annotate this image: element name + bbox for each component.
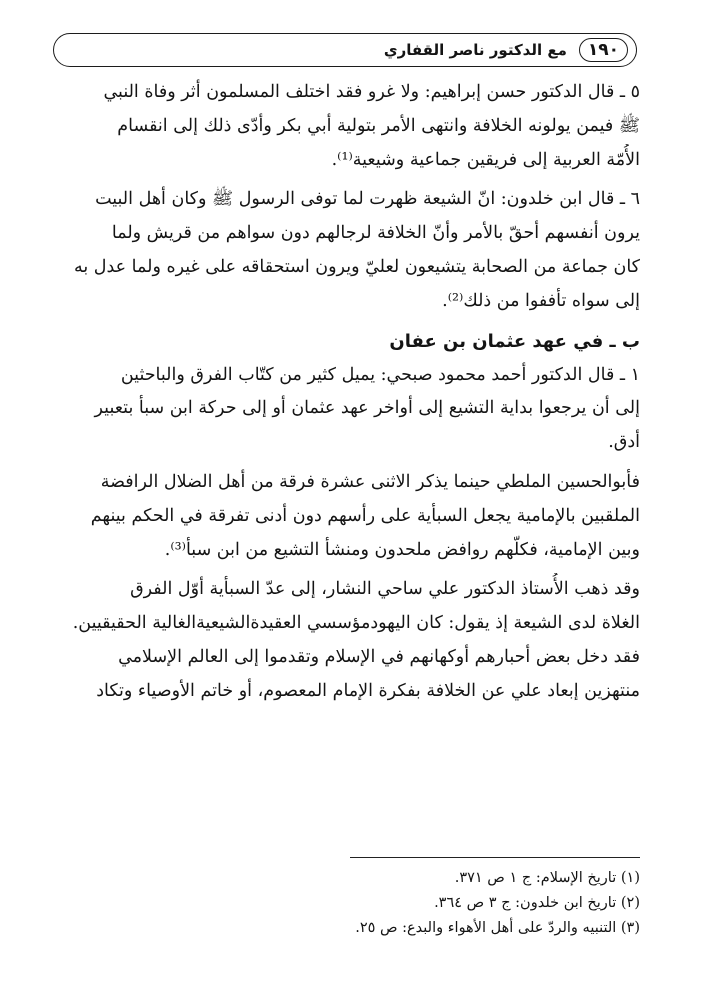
text-line: يرون أنفسهم أحقّ بالأمر وأنّ الخلافة لرجالهم دون سواهم من قريش ولما [111, 223, 640, 244]
footnote: (٢) تاريخ ابن خلدون: ج ٣ ص ٣٦٤. [434, 895, 640, 911]
text-line: الغلاة لدى الشيعة إذ يقول: كان اليهودمؤسسي العقيدةالشيعيةالغالية الحقيقيين. [72, 613, 640, 634]
text-line: كان جماعة من الصحابة يتشيعون لعليّ ويرون استحقاقه على غيره ولما عدل به [73, 256, 640, 277]
text-line: الأُمّة العربية إلى فريقين جماعية وشيعية⁽¹⁾. [331, 149, 640, 170]
main-text [70, 76, 640, 709]
paragraph-nashar [70, 573, 640, 708]
text-line: فأبوالحسين الملطي حينما يذكر الاثنى عشرة فرقة من أهل الضلال الرافضة [100, 471, 640, 492]
text-line: إلى أن يرجعوا بداية التشيع إلى أواخر عهد عثمان أو إلى حركة ابن سبأ بتعبير [94, 398, 640, 419]
footnote: (١) تاريخ الإسلام: ج ١ ص ٣٧١. [454, 870, 640, 886]
text-line: فقد دخل بعض أحبارهم أوكهانهم في الإسلام وتقدموا إلى العالم الإسلامي [118, 646, 640, 667]
text-line: ﷺ فيمن يولونه الخلافة وانتهى الأمر بتولية أبي بكر وأدّى ذلك إلى انقسام [117, 115, 640, 136]
text-line: إلى سواه تأففوا من ذلك⁽²⁾. [442, 290, 640, 311]
page-number: ١٩٠ [579, 38, 628, 62]
paragraph-item-5 [70, 76, 640, 177]
text-line: ١ ـ قال الدكتور أحمد محمود صبحي: يميل كثير من كتّاب الفرق والباحثين [120, 364, 640, 385]
running-header [53, 33, 637, 67]
text-line: الملقبين بالإمامية يجعل السبأية على رأسهم دون أدنى تفرقة في الحكم بينهم [90, 505, 640, 526]
text-line: منتهزين إبعاد علي عن الخلافة بفكرة الإمام المعصوم، أو خاتم الأوصياء وتكاد [96, 680, 640, 701]
section-heading: ب ـ في عهد عثمان بن عفان [389, 330, 640, 352]
text-line: وقد ذهب الأُستاذ الدكتور علي ساحي النشار، إلى عدّ السبأية أوّل الفرق [130, 579, 640, 600]
text-line: وبين الإمامية، فكلّهم روافض ملحدون ومنشأ التشيع من ابن سبأ⁽³⁾. [164, 539, 640, 560]
footnote-divider [350, 857, 640, 858]
paragraph-item-1 [70, 359, 640, 460]
paragraph-item-6 [70, 183, 640, 318]
text-line: أدق. [608, 432, 640, 453]
footnotes [300, 866, 640, 941]
footnote: (٣) التنبيه والردّ على أهل الأهواء والبدع: ص ٢٥. [355, 920, 640, 936]
paragraph-malati [70, 466, 640, 567]
running-title: مع الدكتور ناصر القفاري [383, 41, 567, 59]
text-line: ٦ ـ قال ابن خلدون: انّ الشيعة ظهرت لما توفى الرسول ﷺ وكان أهل البيت [95, 189, 640, 210]
text-line: ٥ ـ قال الدكتور حسن إبراهيم: ولا غرو فقد اختلف المسلمون أثر وفاة النبي [103, 82, 640, 102]
